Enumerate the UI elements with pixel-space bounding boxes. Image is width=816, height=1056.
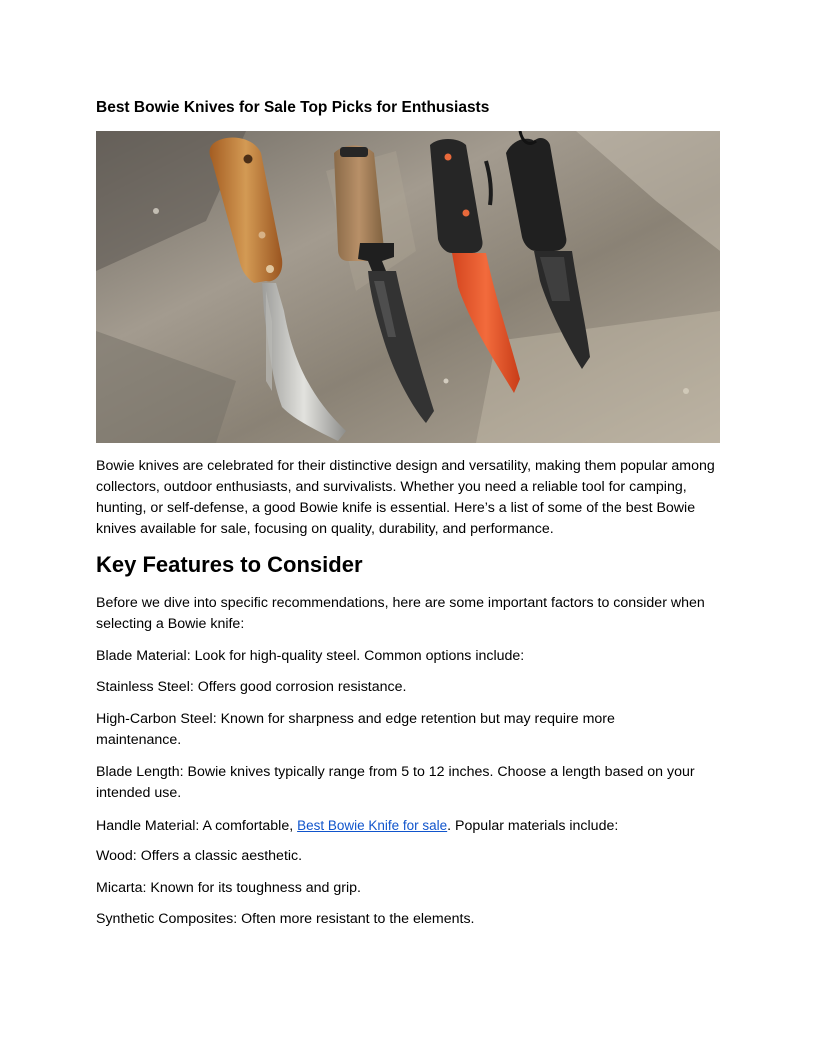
stainless-steel-paragraph: Stainless Steel: Offers good corrosion resistance. <box>96 679 407 695</box>
considerations-paragraph: Before we dive into specific recommendations, here are some important factors to consider when selecting a Bowie knife: <box>96 595 705 632</box>
wood-paragraph: Wood: Offers a classic aesthetic. <box>96 848 303 864</box>
best-bowie-knife-link[interactable]: Best Bowie Knife for sale <box>297 818 448 833</box>
knives-photo-illustration <box>96 131 720 443</box>
knives-photo <box>96 131 720 443</box>
handle-material-paragraph <box>96 815 720 837</box>
document-title: Best Bowie Knives for Sale Top Picks for Enthusiasts <box>96 99 490 116</box>
blade-length-paragraph: Blade Length: Bowie knives typically range from 5 to 12 inches. Choose a length based on your intended use. <box>96 764 695 801</box>
handle-material-prefix: Handle Material: A comfortable, <box>96 818 298 834</box>
high-carbon-steel-paragraph: High-Carbon Steel: Known for sharpness and edge retention but may require more maintenance. <box>96 711 615 748</box>
synthetic-composites-paragraph: Synthetic Composites: Often more resistant to the elements. <box>96 911 475 927</box>
intro-paragraph: Bowie knives are celebrated for their distinctive design and versatility, making them popular among collectors, outdoor enthusiasts, and survivalists. Whether you need a reliable tool for camping, hunting, or self-defense, a good Bowie knife is essential. Here’s a list of some of the best Bowie knives available for sale, focusing on quality, durability, and performance. <box>96 458 715 537</box>
blade-material-paragraph: Blade Material: Look for high-quality steel. Common options include: <box>96 648 525 664</box>
handle-material-suffix: . Popular materials include: <box>447 818 619 834</box>
section-heading: Key Features to Consider <box>96 552 363 577</box>
micarta-paragraph: Micarta: Known for its toughness and grip. <box>96 880 361 896</box>
